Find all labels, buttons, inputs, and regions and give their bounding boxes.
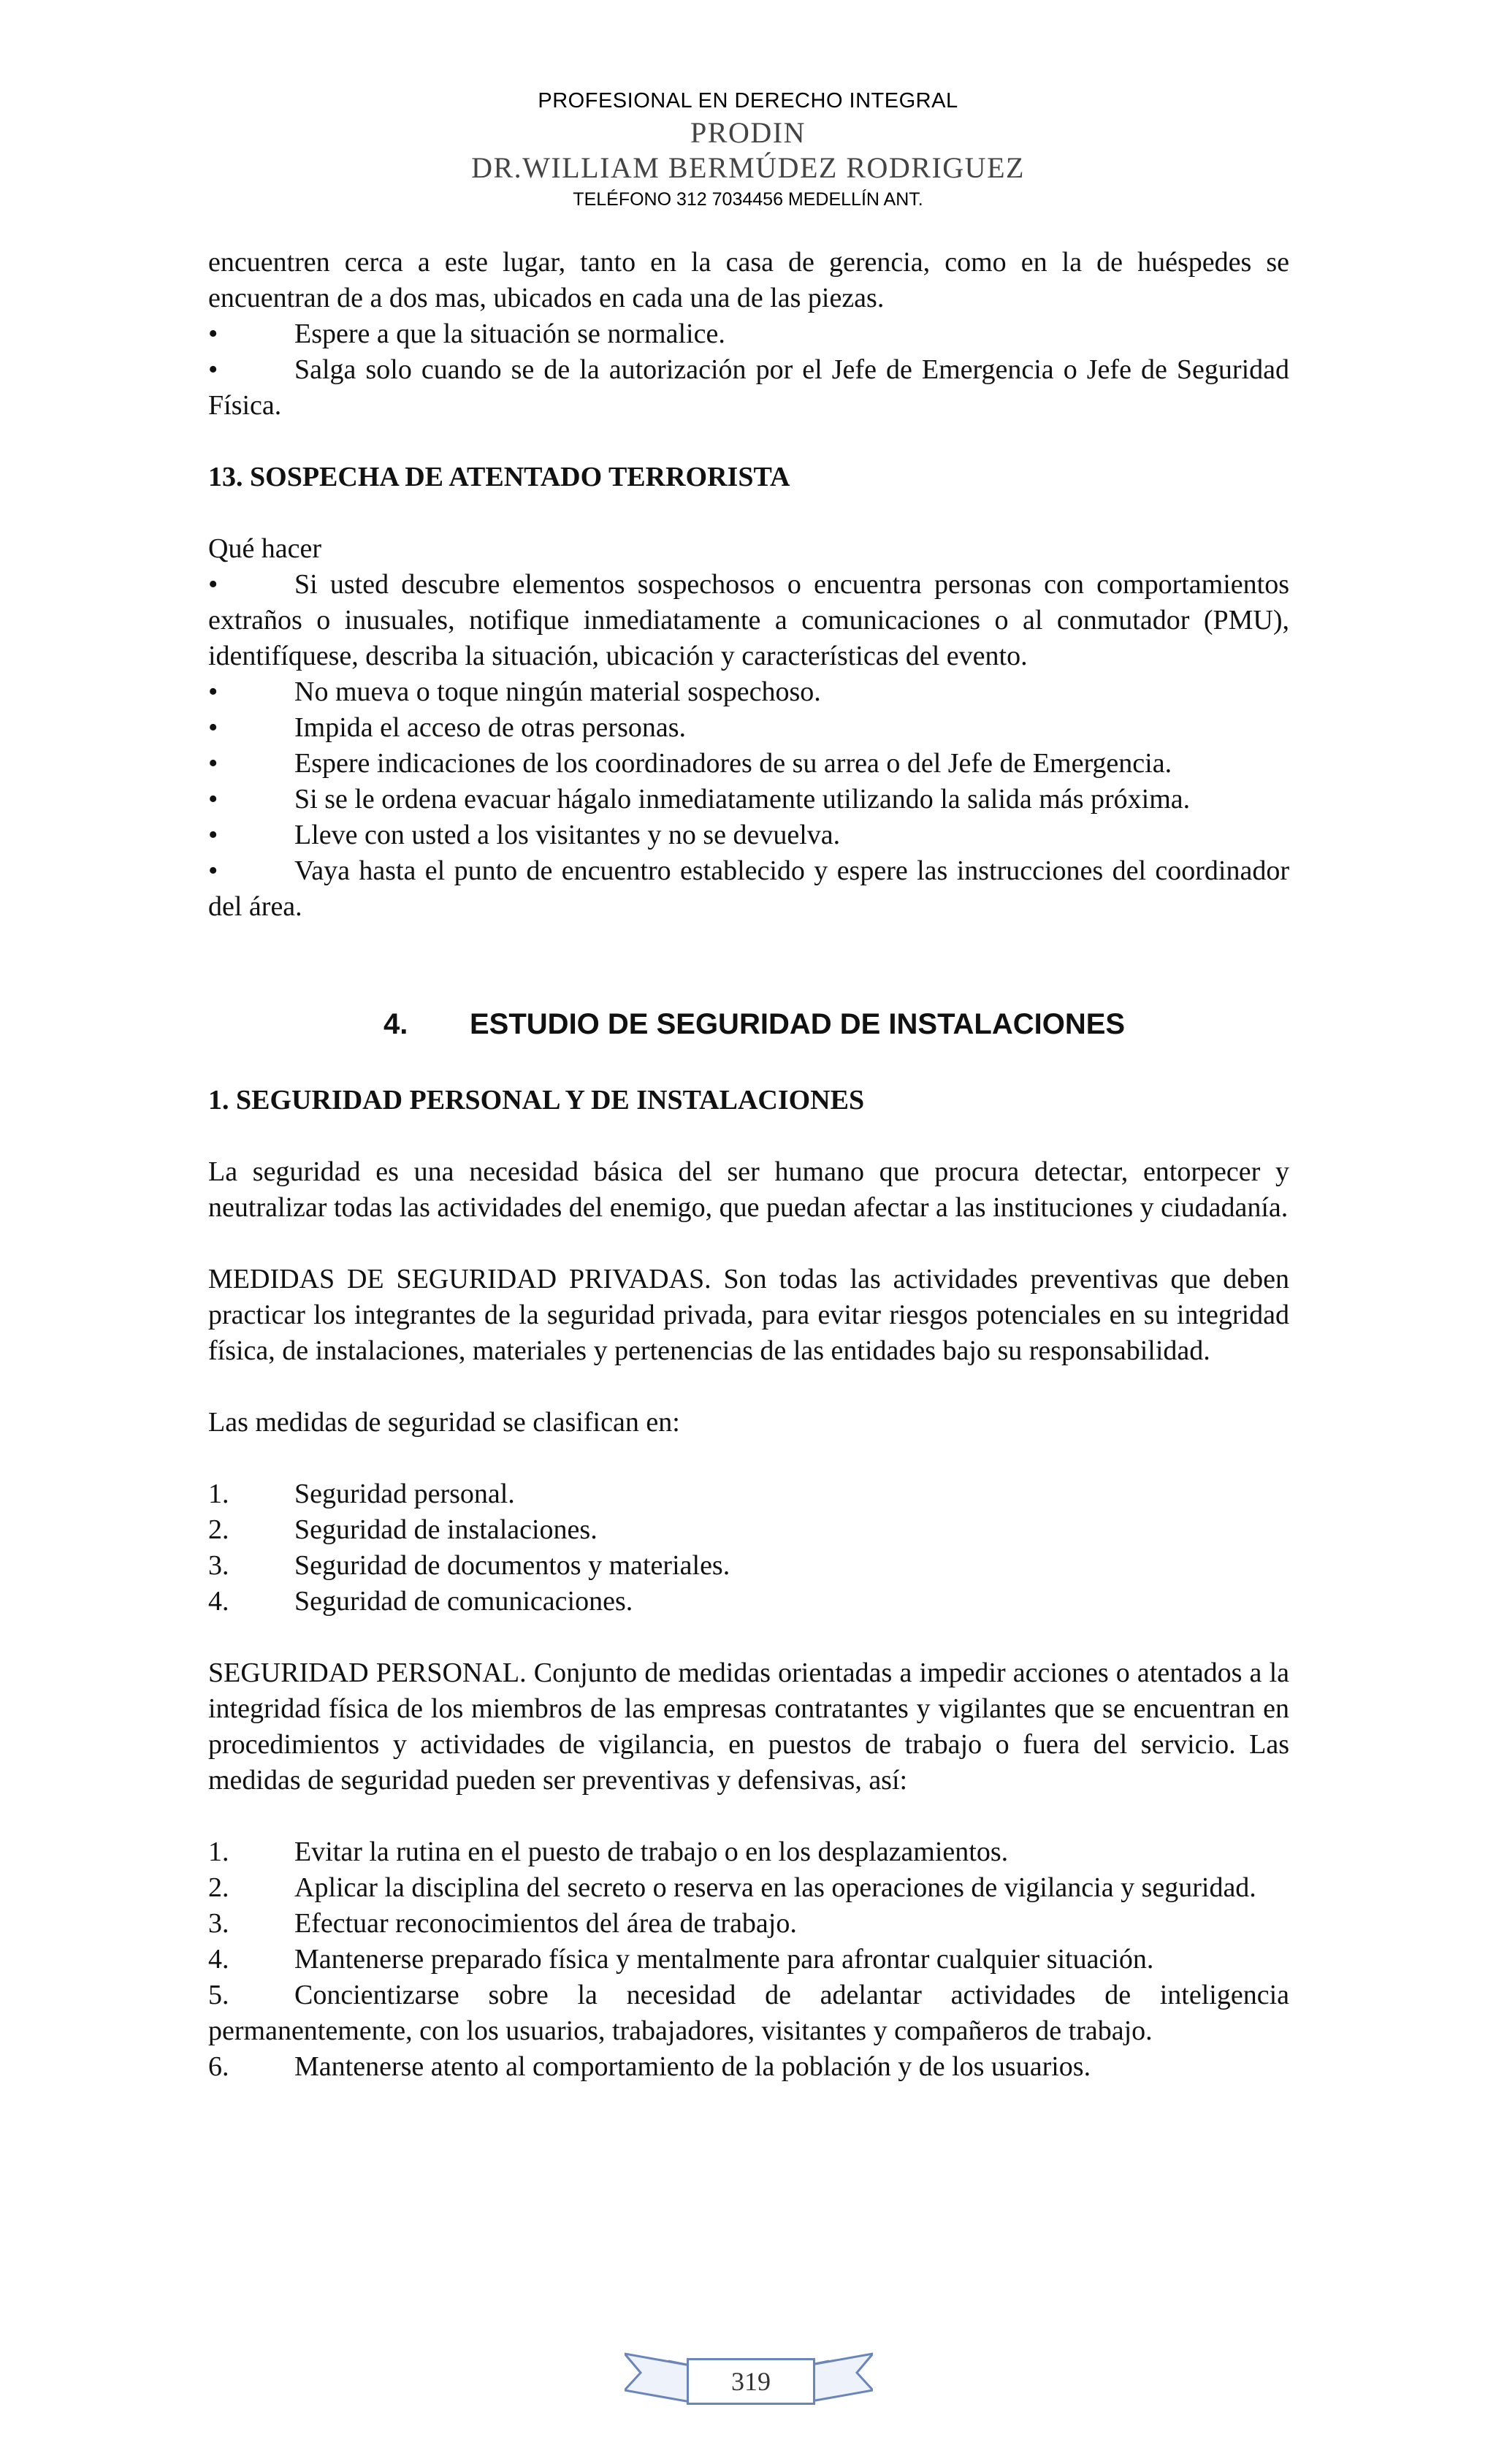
bullet-item — [208, 746, 1289, 782]
bullet-item — [208, 352, 1289, 424]
list-number: 6. — [208, 2051, 229, 2082]
list-number: 2. — [208, 1514, 229, 1545]
list-item — [208, 1584, 1289, 1620]
list-number: 3. — [208, 1908, 229, 1939]
list-text: Concientizarse sobre la necesidad de adelantar actividades de inteligencia permanentemente, con los usuarios, trabajadores, visitantes y compañeros de trabajo. — [208, 1980, 1289, 2046]
paragraph: La seguridad es una necesidad básica del ser humano que procura detectar, entorpecer y neutralizar todas las actividades del enemigo, que puedan afectar a las instituciones y ciudadanía. — [208, 1156, 1289, 1223]
header-line-1: PROFESIONAL EN DERECHO INTEGRAL — [538, 89, 958, 112]
bullet-marker: • — [208, 820, 218, 850]
paragraph: SEGURIDAD PERSONAL. Conjunto de medidas orientadas a impedir acciones o atentados a la integridad física de los miembros de las empresas contratantes y vigilantes que se encuentran en procedimientos y actividades de vigilancia, en puestos de trabajo o fuera del servicio. Las medidas de seguridad pueden ser preventivas y defensivas, así: — [208, 1658, 1289, 1796]
list-text: Mantenerse preparado física y mentalmente para afrontar cualquier situación. — [294, 1944, 1154, 1975]
list-item — [208, 1870, 1289, 1906]
list-item — [208, 1512, 1289, 1548]
list-text: Mantenerse atento al comportamiento de la población y de los usuarios. — [294, 2051, 1091, 2082]
paragraph: Las medidas de seguridad se clasifican en: — [208, 1407, 680, 1438]
list-item — [208, 1548, 1289, 1584]
bullet-text: Impida el acceso de otras personas. — [294, 712, 687, 743]
bullet-item — [208, 316, 1289, 352]
section-heading-1: 1. SEGURIDAD PERSONAL Y DE INSTALACIONES — [208, 1085, 865, 1115]
header-line-4: TELÉFONO 312 7034456 MEDELLÍN ANT. — [573, 189, 923, 210]
bullet-item — [208, 674, 1289, 710]
chapter-number: 4. — [383, 1008, 408, 1040]
bullet-text: Si se le ordena evacuar hágalo inmediatamente utilizando la salida más próxima. — [294, 784, 1191, 815]
list-number: 2. — [208, 1872, 229, 1903]
paragraph: MEDIDAS DE SEGURIDAD PRIVADAS. Son todas las actividades preventivas que deben practicar los integrantes de la seguridad privada, para evitar riesgos potenciales en su integridad física, de instalaciones, materiales y pertenencias de las entidades bajo su responsabilidad. — [208, 1264, 1289, 1366]
list-item — [208, 2049, 1289, 2085]
list-number: 1. — [208, 1836, 229, 1867]
bullet-marker: • — [208, 319, 218, 349]
page-header — [0, 86, 1496, 213]
bullet-text: Espere indicaciones de los coordinadores de su arrea o del Jefe de Emergencia. — [294, 748, 1172, 779]
list-text: Seguridad de instalaciones. — [294, 1514, 598, 1545]
list-number: 3. — [208, 1550, 229, 1581]
list-text: Seguridad personal. — [294, 1479, 515, 1509]
bullet-item — [208, 710, 1289, 746]
page-number: 319 — [687, 2358, 815, 2405]
bullet-item — [208, 817, 1289, 853]
section-heading-13: 13. SOSPECHA DE ATENTADO TERRORISTA — [208, 462, 790, 492]
bullet-text: Espere a que la situación se normalice. — [294, 319, 725, 349]
bullet-text: Vaya hasta el punto de encuentro establecido y espere las instrucciones del coordinador del área. — [208, 855, 1289, 922]
bullet-item — [208, 782, 1289, 817]
chapter-title: ESTUDIO DE SEGURIDAD DE INSTALACIONES — [470, 1008, 1126, 1040]
header-line-2: PRODIN — [690, 116, 806, 149]
list-number: 5. — [208, 1980, 229, 2010]
list-text: Evitar la rutina en el puesto de trabajo o en los desplazamientos. — [294, 1836, 1009, 1867]
list-item — [208, 1476, 1289, 1512]
page-footer — [625, 2345, 873, 2414]
list-number: 4. — [208, 1586, 229, 1617]
bullet-item — [208, 853, 1289, 925]
bullet-marker: • — [208, 784, 218, 815]
chapter-heading — [208, 1007, 1289, 1042]
bullet-marker: • — [208, 676, 218, 707]
list-item — [208, 1906, 1289, 1942]
page-body — [208, 245, 1289, 2085]
subheading: Qué hacer — [208, 533, 322, 564]
bullet-marker: • — [208, 569, 218, 600]
list-item — [208, 1942, 1289, 1977]
list-item — [208, 1834, 1289, 1870]
bullet-text: Si usted descubre elementos sospechosos o encuentra personas con comportamientos extraños o inusuales, notifique inmediatamente a comunicaciones o al conmutador (PMU), identifíquese, describa la situación, ubicación y características del evento. — [208, 569, 1289, 671]
bullet-marker: • — [208, 354, 218, 385]
list-number: 4. — [208, 1944, 229, 1975]
bullet-item — [208, 567, 1289, 674]
header-line-3: DR.WILLIAM BERMÚDEZ RODRIGUEZ — [471, 151, 1025, 184]
list-text: Seguridad de comunicaciones. — [294, 1586, 633, 1617]
list-text: Aplicar la disciplina del secreto o reserva en las operaciones de vigilancia y seguridad. — [294, 1872, 1256, 1903]
list-text: Efectuar reconocimientos del área de trabajo. — [294, 1908, 797, 1939]
bullet-text: Salga solo cuando se de la autorización por el Jefe de Emergencia o Jefe de Seguridad Física. — [208, 354, 1289, 421]
bullet-marker: • — [208, 748, 218, 779]
list-text: Seguridad de documentos y materiales. — [294, 1550, 730, 1581]
bullet-marker: • — [208, 712, 218, 743]
bullet-marker: • — [208, 855, 218, 886]
list-number: 1. — [208, 1479, 229, 1509]
paragraph: encuentren cerca a este lugar, tanto en la casa de gerencia, como en la de huéspedes se encuentran de a dos mas, ubicados en cada una de las piezas. — [208, 247, 1289, 313]
bullet-text: Lleve con usted a los visitantes y no se devuelva. — [294, 820, 841, 850]
bullet-text: No mueva o toque ningún material sospechoso. — [294, 676, 821, 707]
list-item — [208, 1977, 1289, 2049]
